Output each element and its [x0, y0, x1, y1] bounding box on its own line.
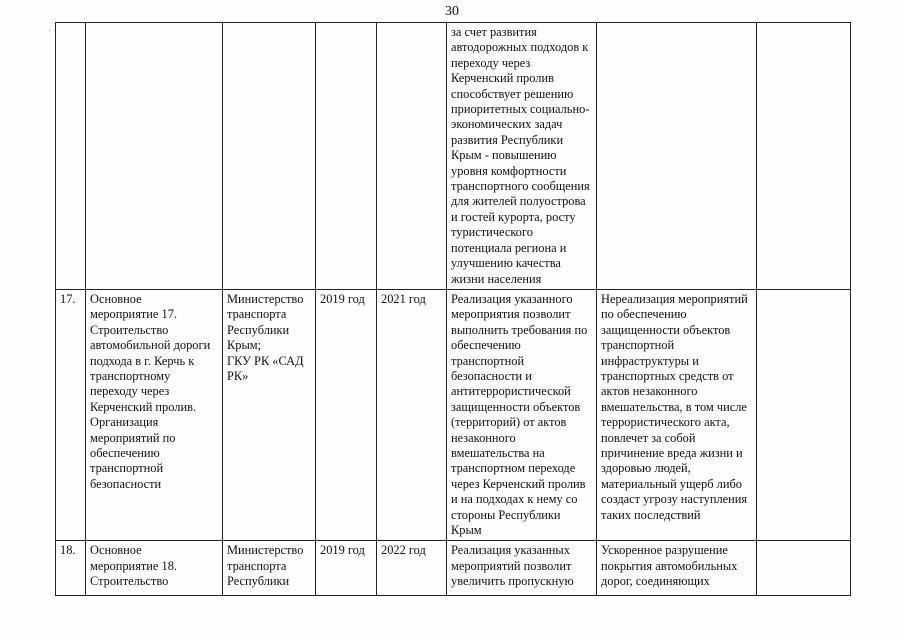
- extra-cell: [757, 541, 851, 596]
- result-cell: за счет развития автодорожных подходов к переходу через Керченский пролив способствует решению приоритетных социально- экономических задач развития Республики Крым - повышению уровня комфортности транспортного сообщения для жителей полуострова и гостей курорта, росту туристического потенциала региона и улучшению качества жизни населения: [447, 23, 597, 290]
- table-row: [56, 23, 851, 290]
- scan-mark: ‛ ˋ: [48, 28, 57, 38]
- result-cell: Реализация указанных мероприятий позволит увеличить пропускную: [447, 541, 597, 596]
- table-row: [56, 289, 851, 541]
- event-cell: Основное мероприятие 18. Строительство: [86, 541, 223, 596]
- consequence-cell: Нереализация мероприятий по обеспечению защищенности объектов транспортной инфраструктуры и транспортных средств от актов незаконного вмешательства, в том числе террористического акта, повлечет за собой причинение вреда жизни и здоровью людей, материальный ущерб либо создаст угрозу наступления таких последствий: [597, 289, 757, 541]
- start-year-cell: [316, 23, 377, 290]
- executor-cell: Министерство транспорта Республики: [223, 541, 316, 596]
- result-cell: Реализация указанного мероприятия позволит выполнить требования по обеспечению транспортной безопасности и антитеррористической защищенности объектов (территорий) от актов незаконного вмешательства на транспортном переходе через Керченский пролив и на подходах к нему со стороны Республики Крым: [447, 289, 597, 541]
- row-number: 18.: [56, 541, 86, 596]
- end-year-cell: [377, 23, 447, 290]
- measures-table: [55, 22, 851, 596]
- consequence-cell: Ускоренное разрушение покрытия автомобильных дорог, соединяющих: [597, 541, 757, 596]
- table-row: [56, 541, 851, 596]
- start-year-cell: 2019 год: [316, 289, 377, 541]
- consequence-cell: [597, 23, 757, 290]
- row-number: 17.: [56, 289, 86, 541]
- extra-cell: [757, 289, 851, 541]
- end-year-cell: 2022 год: [377, 541, 447, 596]
- extra-cell: [757, 23, 851, 290]
- executor-cell: [223, 23, 316, 290]
- page-number: 30: [445, 4, 459, 19]
- end-year-cell: 2021 год: [377, 289, 447, 541]
- start-year-cell: 2019 год: [316, 541, 377, 596]
- event-cell: Основное мероприятие 17. Строительство автомобильной дороги подхода в г. Керчь к транспортному переходу через Керченский пролив. Организация мероприятий по обеспечению транспортной безопасности: [86, 289, 223, 541]
- executor-cell: Министерство транспорта Республики Крым; ГКУ РК «САД РК»: [223, 289, 316, 541]
- row-number: [56, 23, 86, 290]
- event-cell: [86, 23, 223, 290]
